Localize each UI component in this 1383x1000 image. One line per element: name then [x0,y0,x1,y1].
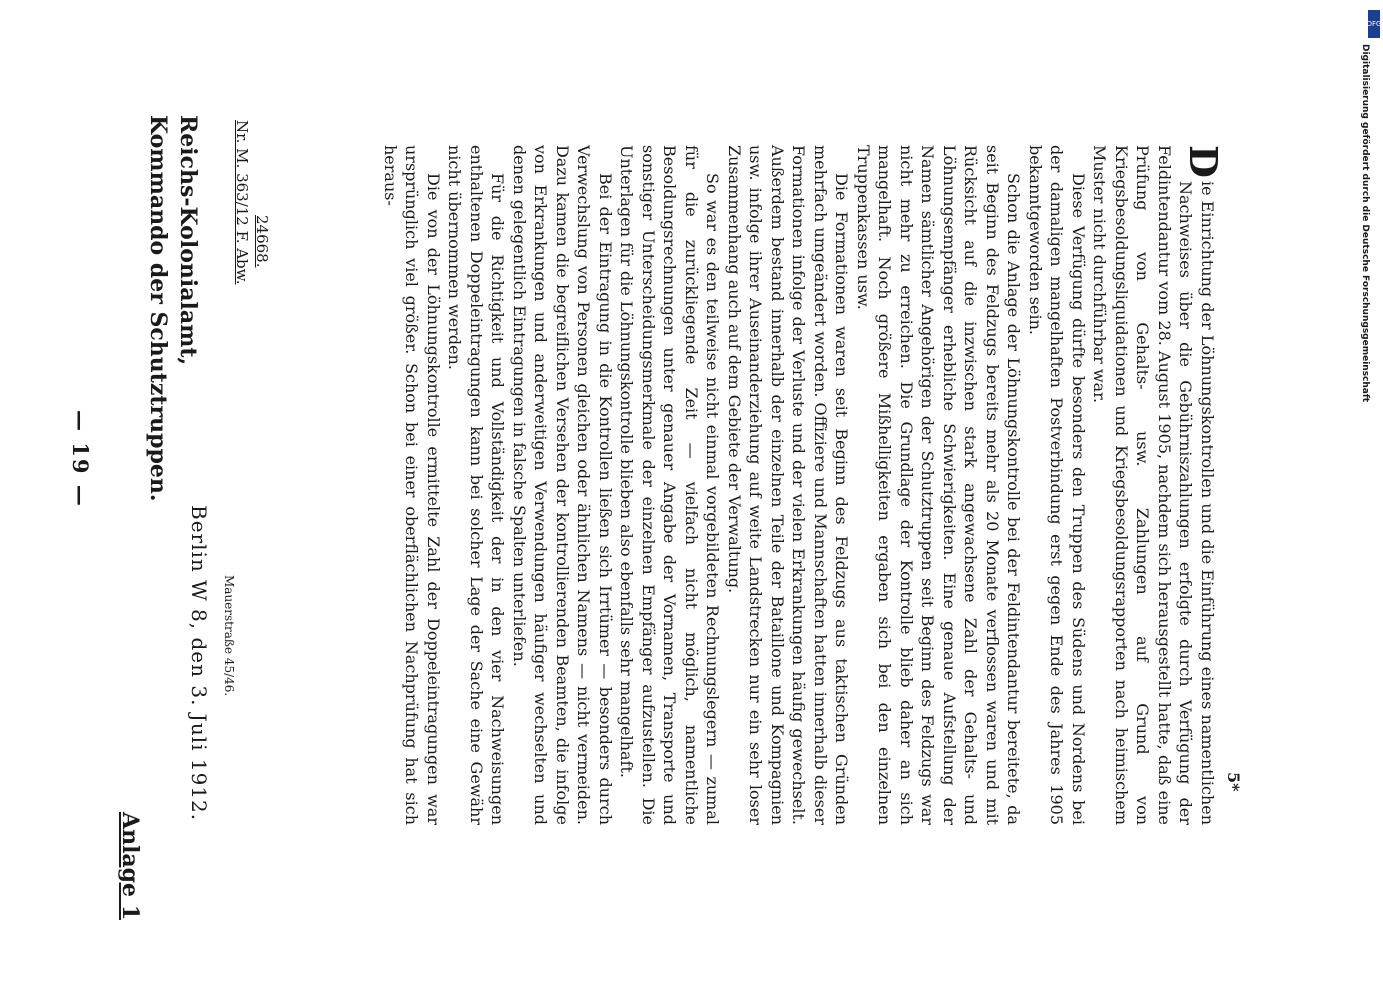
paragraph: Die Formationen waren seit Beginn des Feldzugs aus taktischen Gründen mehrfach umgeändert worden. Offiziere und Mannschaften hatten innerhalb dieser Formationen infolge der Verluste und der vielen Erkrankungen häufig gewechselt. Außerdem bestand innerhalb der einzelnen Teile der Bataillone und Kompagnien usw. infolge ihrer Auseinanderziehung auf weite Landstrecken nur ein sehr loser Zusammenhang auch auf dem Gebiete der Verwaltung. [725,145,852,825]
paragraph: Diese Verfügung dürfte besonders den Truppen des Südens und Nordens bei der damaligen mangelhaften Postverbindung erst gegen Ende des Jahres 1905 bekanntgeworden sein. [1026,145,1088,825]
dfg-logo: DFG [1368,10,1380,38]
sender-block [143,115,203,502]
paragraph: So war es den teilweise nicht einmal vorgebildeten Rechnungslegern — zumal für die zurückliegende Zeit — vielfach nicht möglich, namentliche Besoldungsrechnungen unter genauer Angabe der Vornamen, Transporte und sonstiger Unterscheidungsmerkmale der einzelnen Empfänger aufzustellen. Die Unterlagen für die Löhnungskontrolle blieben also ebenfalls sehr mangelhaft. [617,145,723,825]
paragraph: Bei der Eintragung in die Kontrollen ließen sich Irrtümer — besonders durch Verwechslung von Personen gleichen oder ähnlichen Namens — nicht vermeiden. Dazu kamen die begreiflichen Versehen der kontrollierenden Beamten, die infolge von Erkrankungen und anderweitigen Verwendungen häufiger wechselten und denen gelegentlich Eintragungen in falsche Spalten unterliefen. [510,145,615,825]
page-number: — 19 — [68,410,93,508]
digitization-note: Digitalisierung gefördert durch die Deutsche Forschungsgemeinschaft [1360,44,1370,403]
paragraph: D ie Einrichtung der Löhnungskontrollen und die Einführung eines namentlichen Nachweises über die Gebührniszahlungen erfolgte durch Verfügung der Feldintendantur vom 28. August 1905, nachdem sich herausgestellt hatte, daß eine Prüfung von Gehalts- usw. Zahlungen auf Grund von Kriegsbesoldungsliquidationen und Kriegsbesoldungsrapporten nach heimischem Muster nicht durchführbar war. [1090,145,1226,825]
paragraph: Für die Richtigkeit und Vollständigkeit der in den vier Nachweisungen enthaltenen Doppeleintragungen kann bei solcher Lage der Sache eine Gewähr nicht übernommen werden. [445,145,508,825]
street-address: Mauerstraße 45/46. [222,575,236,697]
letter-body [380,145,1226,825]
place-date: Berlin W 8, den 3. Juli 1912. [187,505,211,822]
sender-line-2: Kommando der Schutztruppen. [145,115,171,502]
annex-label: Anlage 1 [117,812,143,921]
signature-mark: 5* [1224,772,1243,792]
sender-line-1: Reichs-Kolonialamt, [175,115,201,366]
reference-number: Nr. M. 363/12 F. Abw. [233,120,251,285]
paragraph: Schon die Anlage der Löhnungskontrolle bei der Feldintendantur bereitete, da seit Beginn des Feldzugs bereits mehr als 20 Monate verflossen waren und mit Rücksicht auf die inzwischen stark angewachsene Zahl der Gehalts- und Löhnungsempfänger erhebliche Schwierigkeiten. Eine genaue Aufstellung der Namen sämtlicher Angehörigen der Schutztruppen seit Beginn des Feldzugs war nicht mehr zu erreichen. Die Grundlage der Kontrolle blieb daher an sich mangelhaft. Noch größere Mißhelligkeiten ergaben sich bei den einzelnen Truppenkassen usw. [854,145,1024,825]
paragraph: Die von der Löhnungskontrolle ermittelte Zahl der Doppeleintragungen war ursprünglich viel größer. Schon bei einer oberflächlichen Nachprüfung hat sich heraus- [381,145,443,825]
reference-number-2: 24668. [253,215,271,268]
drop-cap: D [1181,145,1226,178]
